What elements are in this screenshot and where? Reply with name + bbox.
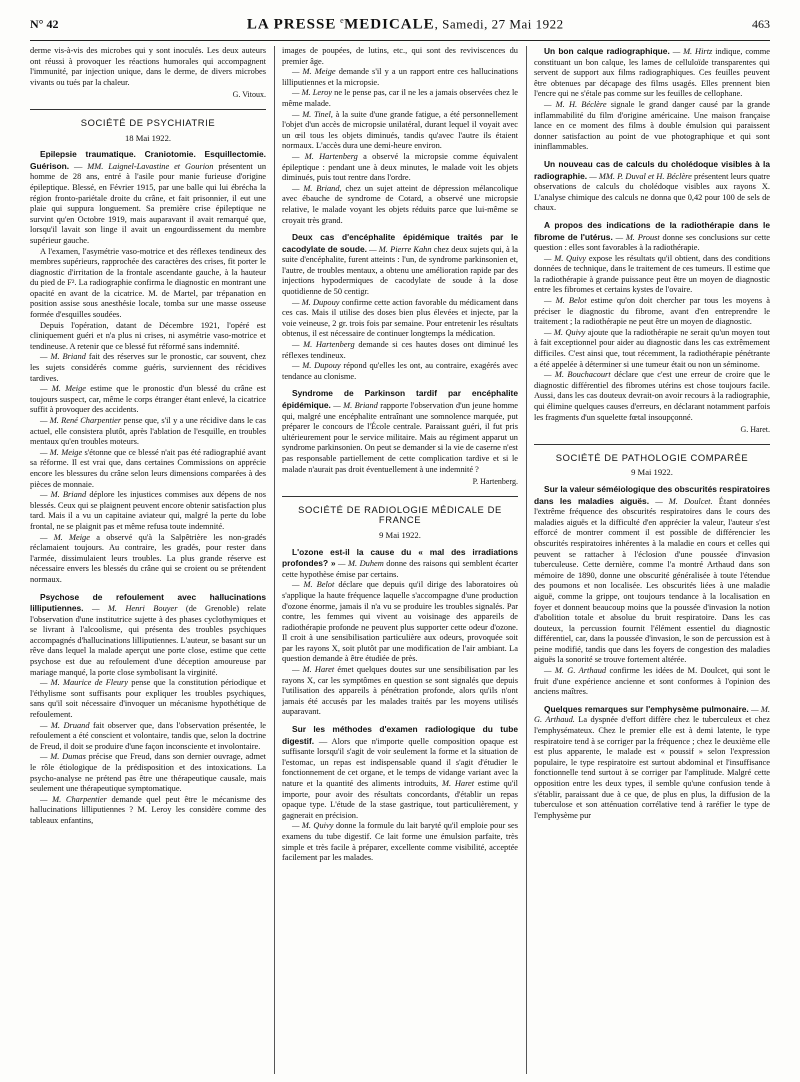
speaker-name: — M. Bouchacourt [544, 370, 611, 380]
paragraph-text: estime qu'on doit chercher par tous les moyens à préciser le diagnostic du fibrome, avant d'en entreprendre le traitement ; la radiothérapie ne peut être un moyen de diagnostic. [534, 296, 770, 327]
paragraph [282, 184, 518, 226]
speaker-name: — M. Meige [40, 532, 90, 542]
paragraph [534, 666, 770, 698]
author-name: — M. Doulcet. [655, 496, 713, 506]
paragraph-text: répond qu'elles les ont, au contraire, exagérés avec tendance au clonisme. [282, 361, 518, 381]
paragraph [534, 328, 770, 370]
paragraph [282, 724, 518, 821]
speaker-name: — M. Charpentier [40, 794, 107, 804]
paragraph [30, 795, 266, 827]
paragraph-text: La dyspnée d'effort diffère chez le tuberculeux et chez l'emphysémateux. Chez le premier elle est à demi latente, le type respiratoire tend à se corriger par la fréquence ; chez le deuxième elle est plus apparente, le malade est « poussif » selon l'expression populaire, le type respiratoire est surtout abdominal et l'insuffisance fonctionnelle tend surtout à se corriger par l'amplitude. Malgré cette opposition entre les deux types, il semble qu'une confusion tende à s'établir, paraissant due à ce que, de plus en plus, la diffusion de la tuberculose et son atténuation corrélative tend à raréfier le type de l'emphysème pur [534, 715, 770, 820]
paragraph-text: — Alors que n'importe quelle composition opaque est suffisante lorsqu'il s'agit de voir seulement la forme et la situation de l'estomac, un repas est indispensable quand il s'agit d'étudier le fonctionnement de cet organe, et le temps de vidange variant avec la nature et la quantité des aliments introduits, [282, 736, 518, 788]
paragraph-text: signale le grand danger causé par la grande inflammabilité du film d'origine américaine. Une maison française lance en ce moment des films à double émulsion qui paraissent donner satisfaction au point de vue photographique et qui sont ininflammables. [534, 99, 770, 152]
journal-masthead [247, 16, 564, 33]
paragraph-text: confirme les idées de M. Doulcet, qui sont le fruit d'une expérience ancienne et sont conformes à l'opinion des anciens maîtres. [534, 666, 770, 697]
paragraph-text: chez deux sujets qui, à la suite d'encéphalite, furent atteints : l'un, de syndrome parkinsonien et, l'autre, de troubles mentaux, a obtenu une amélioration rapide par des injections hypodermiques de cacodylate de soude à la dose quotidienne de 50 centigr. [282, 244, 518, 297]
paragraph: images de poupées, de lutins, etc., qui sont des reviviscences du premier âge. [282, 46, 518, 66]
paragraph-text: s'étonne que ce blessé n'ait pas été radiographié avant sa réforme. Il est vrai que, dans certaines Commissions on apprécie encore les blessures du crâne selon leurs dimensions comparées à des pièces de monnaie. [30, 447, 266, 489]
paragraph: Epilepsie traumatique. Craniotomie. Esquillectomie. Guérison. — MM. Laignel-Lavastine et Gourion présentent un homme de 28 ans, entré à l'asile pour manie furieuse d'origine épileptique. Blessé, en Février 1915, par une balle qui lui ébrécha la région fronto-pariétale droite du crâne, et fait prisonnier, il eut une plaie qui suppura longuement. Sa première crise épileptique ne survint qu'en Octobre 1919, mais auparavant il avait remarqué que, lorsqu'il lavait son linge il avait un engourdissement du membre supérieur gauche. [30, 149, 266, 245]
author-name: — M. Duhem [338, 559, 384, 569]
column-1 [30, 46, 266, 1074]
paragraph-text: demande quel peut être le mécanisme des hallucinations lilliputiennes ? M. Leroy les considère comme des tableaux enfantins, [30, 794, 266, 825]
paragraph [30, 752, 266, 794]
speaker-name: — M. Maurice de Fleury [40, 678, 129, 688]
signature: P. Hartenberg. [472, 477, 518, 487]
paragraph-text: déplore les injustices commises aux dépens de nos blessés. Ceux qui se plaignent peuvent encore obtenir satisfaction plus tard. Mais il a vu un capitaine aviateur qui, malgré la perte du lobe frontal, ne se plaignit pas et même refusa toute indemnité. [30, 490, 266, 531]
paragraph [282, 152, 518, 184]
paragraph-text: déclare que c'est une erreur de croire que le diagnostic différentiel des fibromes utérins est chose toujours facile. Aussi, dans les cas douteux devrait-on avoir recours à la radiographie, qui élimine quelques causes d'erreurs, en déclarant notamment parfois les fragments d'un squelette fœtal insoupçonné. [534, 370, 770, 422]
paragraph [534, 484, 770, 666]
speaker-name: — M. Briand [40, 352, 86, 362]
paragraph-text: donne ses conclusions sur cette question : elles sont favorables à la radiothérapie. [534, 232, 770, 253]
topic-title: Deux cas d'encéphalite épidémique traités par le cacodylate de soude. [282, 232, 518, 254]
speaker-name: — M. Hartenberg [292, 151, 358, 161]
speaker-name: — M. Haret [292, 665, 335, 675]
paragraph [534, 296, 770, 328]
speaker-name: — M. H. Béclère [544, 99, 607, 109]
journal-title-b: MEDICALE [344, 16, 435, 33]
speaker-name: — M. Meige [40, 384, 86, 394]
paragraph-text: chez un sujet atteint de dépression mélancolique avec ébauche de syndrome de Cotard, a observé une micropsie relative, le malade voyant les objets réduits parce que lui-même se croyait très grand. [282, 183, 518, 225]
paragraph [282, 298, 518, 340]
paragraph-text: ajoute que la radiothérapie ne serait qu'un moyen tout à fait exceptionnel pour aider au diagnostic dans les cas extrêmement difficiles. C'est ainsi que, tout récemment, la radiothérapie pénétrante a été appelée à déterminer si une tumeur était ou non un séminome. [534, 327, 770, 369]
paragraph-text: déclare que depuis qu'il dirige des laboratoires où s'applique la haute fréquence laquelle s'accompagne d'une production d'ozone énorme, jamais il n'a vu se produire les troubles signalés. Par contre, les femmes qui vivent au voisinage des appareils de radiothérapie profonde ne peuvent plus supporter cette odeur d'ozone. Il croit à une sensibilisation particulière aux odeurs, provoquée soit par les rayons X, soit plutôt par une modification de l'air ambiant. La question demande à être étudiée de près. [282, 580, 518, 664]
topic-title: Sur la valeur séméiologique des obscurités respiratoires dans les maladies aiguës. [534, 483, 770, 506]
speaker-name: — M. Dupouy [292, 297, 340, 307]
author-name: — M. Briand [333, 401, 378, 410]
speaker-name: — M. Meige [292, 67, 336, 77]
signature: G. Vitoux. [232, 90, 266, 100]
paragraph-text: estime que le pronostic d'un blessé du crâne est toujours suspect, car, même le corps étranger étant enlevé, la cicatrice suffit à provoquer des accidents. [30, 384, 266, 415]
paragraph [30, 352, 266, 384]
paragraph-text: fait des réserves sur le pronostic, car souvent, chez les sujets considérés comme guéris, surviennent des récidives tardives. [30, 352, 266, 383]
speaker-name: — M. Briand, [292, 183, 342, 193]
paragraph-text: (de Grenoble) relate l'observation d'une institutrice sujette à des phases cyclothymiques et se livrant à l'alcoolisme, qui présenta des troubles psychiques accompagnés d'hallucinations lilliputiennes. L'auteur, se basant sur un rêve dans lequel la malade aperçut une porte close, estime que cette psychose est due au refoulement d'une déception amoureuse par mariage manqué, la porte close symbolisant la virginité. [30, 604, 266, 677]
issue-date: , Samedi, 27 Mai 1922 [434, 16, 564, 32]
paragraph [534, 254, 770, 296]
issue-number: N° 42 [30, 17, 59, 32]
paragraph-text: rapporte l'observation d'un jeune homme qui, malgré une encéphalite entraînant une somnolence marquée, put préparer le concours de l'École centrale. Paraissant guéri, il fut pris ultérieurement pour le service militaire. Mais au régiment apparut un syndrome parkinsonien. On peut se demander si la vie de caserne n'est pas responsable partiellement de cette complication tardive et si le malade n'aurait pas droit éventuellement à une indemnité ? [282, 401, 518, 474]
paragraph [30, 384, 266, 416]
topic-title: Psychose de refoulement avec hallucinations lilliputiennes. [30, 591, 266, 614]
paragraph [30, 416, 266, 448]
paragraph [282, 547, 518, 581]
paragraph-text: estime qu'il importe, pour avoir des résultats concordants, d'établir un repas opaque type. L'étude de la stase gastrique, tout particulièrement, y gagnerait en précision. [282, 779, 518, 820]
society-heading: SOCIÉTÉ DE RADIOLOGIE MÉDICALE DE FRANCE [282, 496, 518, 526]
session-date: 9 Mai 1922. [631, 467, 673, 478]
paragraph [282, 665, 518, 718]
paragraph: derme vis-à-vis des microbes qui y sont inoculés. Les deux auteurs ont réussi à provoquer les réactions humorales qui accompagnent l'immunité, par injection unique, dans le derme, de divers microbes vivants ou tués par la chaleur. [30, 46, 266, 87]
session-date: 9 Mai 1922. [379, 529, 421, 540]
session-date: 18 Mai 1922. [124, 132, 172, 143]
paragraph-text: a observé la micropsie comme équivalent épileptique : pendant une à deux minutes, le malade voit les objets diminués, puis tout rentre dans l'ordre. [282, 151, 518, 183]
paragraph-text: indique, comme constituant un bon calque, les lames de celluloïde transparentes qui servent de support aux films radiographiques. Ces feuilles peuvent être obtenues par décapage des films usagés. Elles prennent bien l'encre qui ne s'étale pas comme sur les feuilles de cellophane. [534, 47, 770, 99]
paragraph-text: expose les résultats qu'il obtient, dans des conditions données de technique, dans le traitement de ces tumeurs. Il estime que la radiothérapie à grande puissance peut être un moyen de diagnostic entre les fibromes et certains kystes de l'ovaire. [534, 253, 770, 295]
header-rule [30, 40, 770, 41]
topic-title: Quelques remarques sur l'emphysème pulmonaire. [544, 703, 749, 714]
topic-title: Epilepsie traumatique. Craniotomie. Esquillectomie. Guérison. [30, 149, 266, 171]
column-divider [274, 46, 275, 1074]
speaker-name: — M. G. Arthaud [544, 666, 607, 676]
signature: G. Haret. [740, 425, 770, 435]
society-heading: SOCIÉTÉ DE PATHOLOGIE COMPARÉE [534, 444, 770, 464]
speaker-name: — M. Hartenberg [292, 340, 355, 350]
speaker-name: — M. Druand [40, 720, 90, 730]
paragraph [282, 110, 518, 152]
paragraph-text: pense que la constitution périodique et l'éthylisme sont suffisants pour expliquer les troubles psychiques, sans qu'il soit nécessaire d'invoquer un mécanisme hypothétique de refoulement. [30, 678, 266, 720]
paragraph [30, 448, 266, 490]
paragraph: A l'examen, l'asymétrie vaso-motrice et des réflexes tendineux des membres supérieurs, rapprochée des caractères des crises, fit porter le diagnostic d'irritation de la frontale ascendante gauche, à la hauteur du pied de F². La radiographie confirma le diagnostic en montrant une opacité en avant de la cicatrice. M. de Martel, par trépanation en position assise sous anesthésie locale, tomba sur une masse osseuse formée d'esquilles soudées. [30, 246, 266, 320]
author-name: — M. Henri Bouyer [91, 604, 178, 614]
paragraph [282, 340, 518, 361]
speaker-name: — M. Quivy [292, 821, 334, 831]
journal-title-sup: e [340, 16, 345, 25]
page-number: 463 [752, 17, 770, 32]
page-header [30, 16, 770, 38]
paragraph-text: présentent un homme de 28 ans, entré à l'asile pour manie furieuse d'origine épileptique. Blessé, en Février 1915, par une balle qui lui ébrécha la région fronto-pariétale droite du crâne, et fait prisonnier, il eut une plaie qui suppura longuement. Sa première crise épileptique ne survint qu'en Octobre 1919, mais auparavant il avait remarqué que, lorsqu'il lavait son linge il avait un engourdissement du membre supérieur gauche. [30, 161, 266, 245]
paragraph [534, 370, 770, 423]
paragraph-text: Étant données l'extrême fréquence des obscurités respiratoires dans le cours des maladies aiguës et la difficulté d'en apprécier la valeur, l'auteur s'est efforcé de montrer comment il est possible de différencier les obscurités respiratoires inhérentes à la maladie en cours et celles qui peuvent se rattacher à l'éclosion d'une poussée d'invasion tuberculeuse. Cette dernière, comme l'a montré Arthaud dans son mémoire de 1890, donne une obscurité généralisée à toute l'étendue des poumons et non localisée. Les obscurités liées à une maladie aiguë, comme la grippe, ont toujours tendance à la localisation en foyer et donnent beaucoup moins que la poussée d'invasion la notion d'abolition totale et absolue du bruit respiratoire. Dans les cas douteux, la percussion fournit l'élément essentiel du diagnostic différentiel, car, dans la poussée d'invasion, le son de percussion est à peine modifié, tandis que dans les foyers de congestion des maladies aiguës la sonorité se trouve fortement altérée. [534, 496, 770, 665]
speaker-name: — M. Belot [292, 580, 335, 590]
topic-title: L'ozone est-il la cause du « mal des irradiations profondes? » [282, 546, 518, 569]
paragraph [534, 159, 770, 214]
paragraph-text: confirme cette action favorable du médicament dans ces cas. Mais il utilise des doses bien plus élevées et injecte, par la voie veineuse, 2 gr. trois fois par semaine. Pour entretenir les résultats obtenus, il est nécessaire de continuer longtemps la médication. [282, 297, 518, 339]
author-name: — MM. P. Duval et H. Béclère [589, 171, 692, 181]
paragraph [282, 67, 518, 88]
paragraph [282, 88, 518, 109]
speaker-name: — M. Leroy [292, 88, 332, 98]
author-name: — M. G. Arthaud. [534, 704, 770, 725]
column-divider [526, 46, 527, 1074]
speaker-name: — M. Quivy [544, 327, 586, 337]
paragraph [534, 100, 770, 153]
speaker-name: — M. Dumas [40, 752, 86, 762]
column-3 [534, 46, 770, 1074]
paragraph [534, 220, 770, 254]
paragraph [282, 388, 518, 475]
paragraph [282, 232, 518, 298]
paragraph-text: à la suite d'une grande fatigue, a été personnellement l'objet d'un accès de micropsie unilatéral, durant lequel il voyait avec un œil tous les objets diminués, tandis qu'avec l'autre ils étaient normaux. L'accès dura une demi-heure environ. [282, 109, 518, 151]
paragraph-text: pense que, s'il y a une récidive dans le cas actuel, elle consistera plutôt, après l'ablation de l'esquille, en troubles mentaux qu'en troubles moteurs. [30, 416, 266, 447]
paragraph-text: demande s'il y a un rapport entre ces hallucinations lilliputiennes et la micropsie. [282, 67, 518, 87]
paragraph [282, 580, 518, 665]
author-name: — M. Hirtz [672, 47, 713, 56]
paragraph [534, 704, 770, 822]
paragraph-text: demande si ces hautes doses ont diminué les réflexes tendineux. [282, 340, 518, 360]
topic-title: Un bon calque radiographique. [544, 46, 670, 56]
society-heading: SOCIÉTÉ DE PSYCHIATRIE [30, 109, 266, 129]
paragraph [30, 533, 266, 586]
topic-title: Un nouveau cas de calculs du cholédoque visibles à la radiographie. [534, 158, 770, 181]
paragraph [30, 490, 266, 532]
paragraph-text: donne la formule du lait baryté qu'il emploie pour ses examens du tube digestif. Ce lait forme une émulsion parfaite, très simple et très facile à préparer, excellente comme visibilité, acceptée facilement par les malades. [282, 821, 518, 863]
speaker-name: — M. Belot [544, 296, 587, 306]
paragraph [534, 46, 770, 100]
paragraph [30, 678, 266, 720]
author-name: — M. Proust [615, 232, 660, 242]
paragraph-text: émet quelques doutes sur une sensibilisation par les rayons X, car les symptômes en question se sont signalés que depuis l'utilisation des appareils à pénétration profonde, alors qu'ils n'ont jamais été accusés par les malades traités par les moyens utilisés auparavant. [282, 665, 518, 717]
column-2 [282, 46, 518, 1074]
paragraph-text: a observé qu'à la Salpêtrière les non-gradés réclamaient toujours. Au contraire, les gradés, pour rester dans l'armée, dissimulaient leurs troubles. La plus grande réserve est nécessaire envers les blessés du crâne qui se croient ou se prétendent normaux. [30, 532, 266, 584]
paragraph [30, 592, 266, 679]
paragraph-text: donne des raisons qui semblent écarter cette hypothèse émise par certains. [282, 559, 518, 579]
speaker-name: — M. Tinel, [292, 109, 333, 119]
topic-title: A propos des indications de la radiothérapie dans le fibrome de l'utérus. [534, 219, 770, 242]
speaker-name: — M. Briand [40, 490, 87, 500]
author-name: — M. Pierre Kahn [369, 244, 432, 254]
paragraph-text: ne le pense pas, car il ne les a jamais observées chez le même malade. [282, 88, 518, 108]
paragraph-text: précise que Freud, dans son dernier ouvrage, admet le rôle étiologique de la prédisposition et des intoxications. La psycho-analyse ne prétend pas être une thérapeutique causale, mais seulement une thérapeutique symptomatique. [30, 752, 266, 794]
author-name: MM. Laignel-Lavastine et Gourion [87, 161, 214, 171]
speaker-name: — M. Dupouy [292, 361, 341, 371]
paragraph-text: fait observer que, dans l'observation présentée, le refoulement a été conscient et volontaire, tandis que, selon la doctrine de Freud, il doit se produire d'une façon inconsciente et involontaire. [30, 720, 266, 751]
paragraph [30, 721, 266, 753]
speaker-name: — M. René Charpentier [40, 416, 122, 425]
topic-title: Sur les méthodes d'examen radiologique du tube digestif. [282, 724, 518, 746]
topic-title: Syndrome de Parkinson tardif par encéphalite épidémique. [282, 388, 518, 410]
speaker-name: — M. Meige [40, 447, 83, 457]
speaker-name: — M. Quivy [544, 253, 587, 263]
paragraph [282, 821, 518, 863]
speaker-name: M. Haret [442, 779, 475, 788]
paragraph-text: présentent leurs quatre observations de calculs du cholédoque visibles aux rayons X. L'analyse chimique des calculs ne donna que 0,42 pour 100 de sels de chaux. [534, 171, 770, 213]
journal-title-a: LA PRESSE [246, 16, 337, 33]
paragraph [282, 361, 518, 382]
paragraph: Depuis l'opération, datant de Décembre 1921, l'opéré est cliniquement guéri et n'a plus ni crises, ni asymétrie vaso-motrice et tendineuse. A retenir que ce blessé fut réformé sans indemnité. [30, 320, 266, 351]
